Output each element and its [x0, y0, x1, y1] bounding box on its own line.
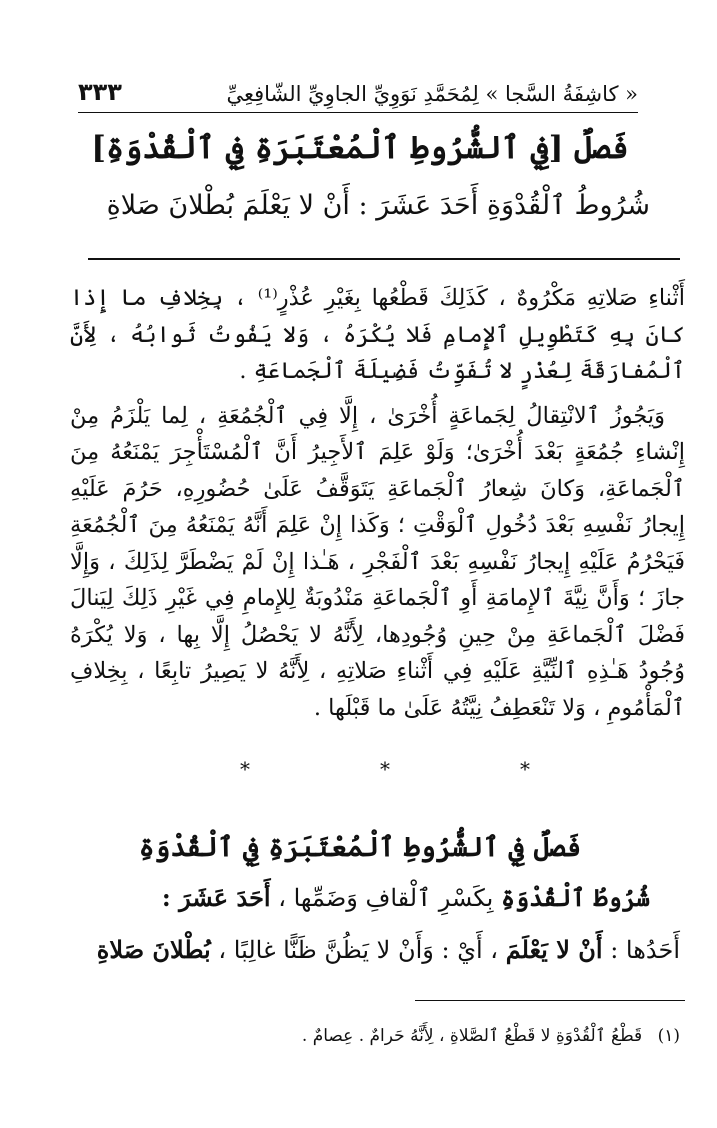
commentary-paragraph-2: وَيَجُوزُ ٱلانْتِقالُ لِجَماعَةٍ أُخْرَىٰ ، إِلَّا فِي ٱلْجُمُعَةِ ، لِما يَلْزَمُ مِنْ إِنْشاءِ جُمُعَةٍ بَعْدَ أُخْرَىٰ؛ وَلَوْ عَلِمَ ٱلأَجِيرُ أَنَّ ٱلْمُسْتَأْجِرَ يَمْنَعُهُ مِنَ ٱلْجَماعَةِ، وَكانَ شِعارُ ٱلْجَماعَةِ يَتَوَقَّفُ عَلَىٰ حُضُورِهِ، حَرُمَ عَلَيْهِ إِيجارُ نَفْسِهِ بَعْدَ دُخُولِ ٱلْوَقْتِ ؛ وَكَذا إِنْ عَلِمَ أَنَّهُ يَمْنَعُهُ مِنَ ٱلْجُمُعَةِ فَيَحْرُمُ عَلَيْهِ إِيجارُ نَفْسِهِ بَعْدَ ٱلْفَجْرِ ، هَـٰذا إِنْ لَمْ يَضْطَرَّ لِذَلِكَ ، وَإِلَّا جازَ ؛ وَأَنَّ نِيَّةَ ٱلإِمامَةِ أَوِ ٱلْجَماعَةِ مَنْدُوبَةٌ لِلإِمامِ فِي غَيْرِ ذَلِكَ لِيَنالَ فَضْلَ ٱلْجَماعَةِ مِنْ حِينِ وُجُودِها، لِأَنَّهُ لا يَحْصُلُ إِلَّا بِها ، وَلا يُكْرَهُ وُجُودُ هَـٰذِهِ ٱلنِّيَّةِ عَلَيْهِ فِي أَثْناءِ صَلاتِهِ ، لِأَنَّهُ لا يَصِيرُ تابِعًا ، بِخِلافِ ٱلْمَأْمُومِ ، وَلا تَنْعَطِفُ نِيَّتُهُ عَلَىٰ ما قَبْلَها . [70, 402, 685, 721]
running-header [78, 66, 638, 113]
running-title: « كاشِفَةُ السَّجا » لِمُحَمَّدِ نَوَوِيِّ الجاوِيِّ الشّافِعِيِّ [226, 82, 638, 106]
asterisk-separator [240, 757, 530, 781]
page-number: ٣٣٣ [78, 78, 122, 106]
footnote-marker: (١) [657, 1026, 680, 1046]
commentary-paragraph-1: أَثْناءِ صَلاتِهِ مَكْرُوهٌ ، كَذَلِكَ قَطْعُها بِغَيْرِ عُذْرٍ⁽¹⁾ ، بِخِلافِ ما إِذا كانَ بِهِ كَتَطْوِيلِ ٱلإِمامِ فَلا يُكْرَهُ ، وَلا يَفُوتُ ثَوابُهُ ، لِأَنَّ ٱلْمُفارَقَةَ لِعُذْرٍ لا تُفَوِّتُ فَضِيلَةَ ٱلْجَماعَةِ . [70, 285, 685, 384]
matn-divider-rule [88, 258, 680, 260]
commentary-body [70, 280, 685, 726]
matn-chapter-heading: فَصلٌ [فِي ٱلشُّرُوطِ ٱلْمُعْتَبَرَةِ فِي ٱلْقُدْوَةِ] [91, 130, 629, 166]
section-line-1-rest: بِكَسْرِ ٱلْقافِ وَضَمِّها ، [278, 884, 494, 912]
section-line-2-mid: ، أَيْ : وَأَنْ لا يَظُنَّ ظَنًّا غالِبًا ، [218, 936, 499, 964]
section-line-2-bold-1: أَنْ لا يَعْلَمَ [505, 935, 603, 964]
matn-text-line [40, 190, 650, 221]
asterisk-2: * [380, 757, 390, 781]
footnote-text: قَطْعُ ٱلْقُدْوَةِ لا قَطْعُ ٱلصَّلاةِ ، لِأَنَّهُ حَرامٌ . عِصامٌ . [301, 1026, 643, 1046]
matn-line-part1: شُرُوطُ ٱلْقُدْوَةِ أَحَدَ عَشَرَ [376, 190, 650, 221]
matn-line-part2: أَنْ لا يَعْلَمَ بُطْلانَ صَلاةِ [106, 190, 350, 221]
asterisk-3: * [520, 757, 530, 781]
section-line-2-lead: أَحَدُها : [610, 936, 680, 964]
section-line-2 [40, 935, 680, 964]
footnote [300, 1025, 680, 1046]
section-line-1-bold: شُرُوطُ ٱلْقُدْوَةِ [501, 883, 650, 912]
footnote-divider [415, 1000, 685, 1001]
section-line-1-bold-2: أَحَدَ عَشَرَ : [161, 883, 271, 912]
matn-line-colon: : [358, 190, 368, 221]
section-line-1 [40, 883, 650, 912]
section-line-2-bold-2: بُطْلانَ صَلاةِ [96, 935, 211, 964]
section-heading: فَصلٌ فِي ٱلشُّرُوطِ ٱلْمُعْتَبَرَةِ فِي ٱلْقُدْوَةِ [138, 832, 582, 863]
asterisk-1: * [240, 757, 250, 781]
